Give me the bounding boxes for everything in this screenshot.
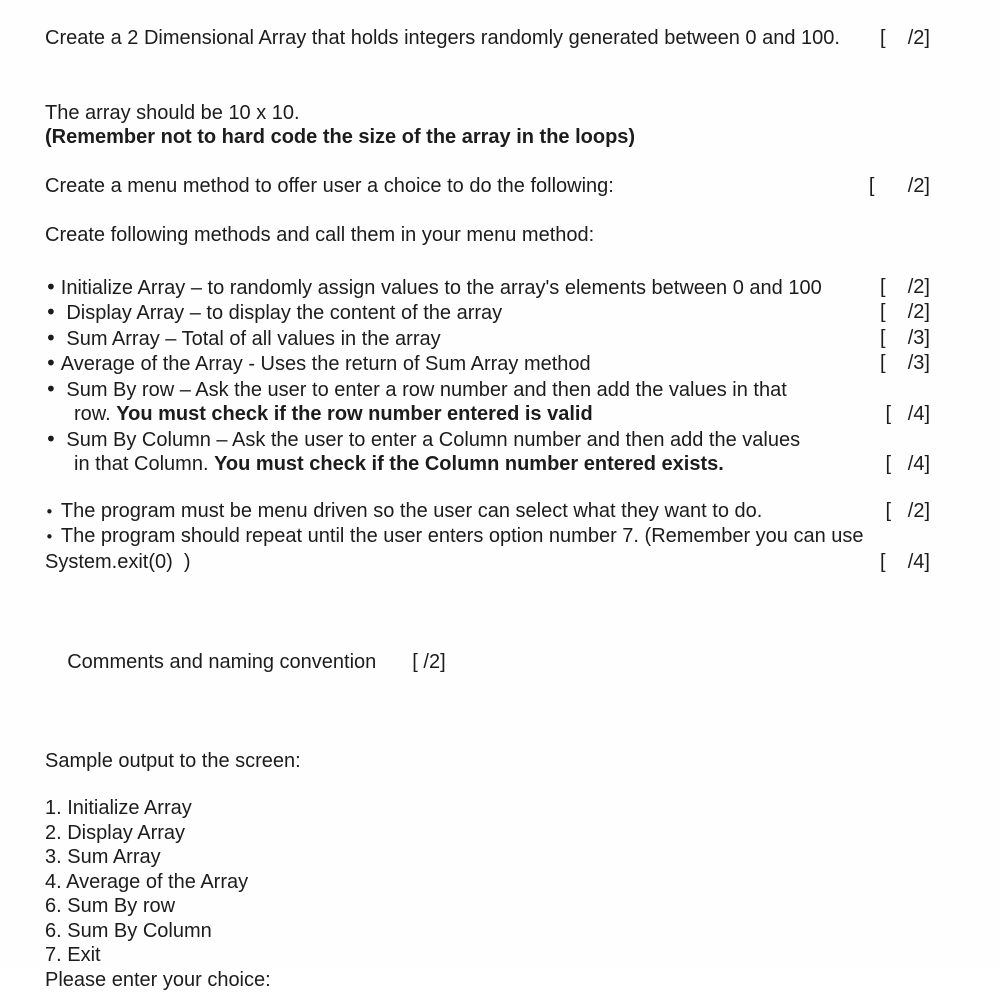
score-mark: [ /3] [880, 326, 930, 352]
note-system-exit [45, 550, 930, 575]
comments-convention-line [45, 625, 930, 699]
note-text: The program should repeat until the user enters option number 7. (Remember you can use [61, 525, 864, 547]
menu-line-exit: 7. Exit [45, 943, 930, 968]
bullet-icon: • [45, 275, 57, 299]
system-exit-text: System.exit(0) ) [45, 550, 191, 575]
bullet-icon: • [45, 377, 57, 401]
bullet-text: Sum Array – Total of all values in the array [61, 328, 441, 350]
method-bullet-list [45, 275, 930, 477]
bullet-icon: • [45, 528, 54, 546]
bullet-icon: • [45, 300, 57, 324]
score-mark: [ /2] [880, 275, 930, 301]
bullet-icon: • [45, 427, 57, 451]
bullet-item-sum-by-row [45, 377, 930, 403]
bullet-item-sum-by-column-continuation [45, 452, 930, 477]
menu-line-average: 4. Average of the Array [45, 870, 930, 895]
note-repeat [45, 524, 930, 550]
comments-convention-text: Comments and naming convention [67, 651, 376, 673]
score-mark: [ /2] [869, 174, 930, 199]
score-mark: [ /2] [412, 651, 445, 673]
menu-line-sum-by-column: 6. Sum By Column [45, 919, 930, 944]
bullet-item-initialize-array [45, 275, 930, 301]
note-text: The program must be menu driven so the user can select what they want to do. [61, 500, 762, 522]
task-create-array-text: Create a 2 Dimensional Array that holds integers randomly generated between 0 and 100. [45, 26, 840, 51]
task-create-array-line [45, 26, 930, 51]
task-menu-method-text: Create a menu method to offer user a choice to do the following: [45, 174, 614, 199]
score-mark: [ /3] [880, 351, 930, 377]
note-menu-driven [45, 499, 930, 525]
continuation-text: in that Column. [74, 453, 214, 475]
bullet-item-average-array [45, 351, 930, 377]
program-notes-section [45, 499, 930, 575]
methods-intro-text: Create following methods and call them in your menu method: [45, 223, 930, 248]
array-size-warning: (Remember not to hard code the size of the array in the loops) [45, 125, 930, 150]
bullet-item-display-array [45, 300, 930, 326]
array-size-text: The array should be 10 x 10. [45, 101, 930, 126]
score-mark: [ /4] [886, 402, 930, 427]
sample-output-title: Sample output to the screen: [45, 749, 930, 774]
score-mark: [ /4] [880, 550, 930, 575]
array-size-section [45, 101, 930, 150]
bullet-text: Average of the Array - Uses the return of Sum Array method [61, 353, 591, 375]
bullet-text: Initialize Array – to randomly assign values to the array's elements between 0 and 100 [61, 277, 822, 299]
bullet-text: Sum By row – Ask the user to enter a row number and then add the values in that [61, 379, 787, 401]
menu-line-display: 2. Display Array [45, 821, 930, 846]
bullet-icon: • [45, 351, 57, 375]
score-mark: [ /2] [886, 499, 930, 525]
menu-line-enter-choice: Please enter your choice: [45, 968, 930, 992]
continuation-text: row. [74, 403, 116, 425]
bullet-item-sum-by-column [45, 427, 930, 453]
sample-console-menu [45, 796, 930, 992]
bullet-text: Display Array – to display the content of the array [61, 302, 502, 324]
bullet-icon: • [45, 503, 54, 521]
score-mark: [ /4] [886, 452, 930, 477]
bullet-item-sum-array [45, 326, 930, 352]
bullet-text: Sum By Column – Ask the user to enter a Column number and then add the values [61, 429, 800, 451]
menu-line-initialize: 1. Initialize Array [45, 796, 930, 821]
score-mark: [ /2] [880, 26, 930, 51]
bullet-icon: • [45, 326, 57, 350]
validity-warning-text: You must check if the row number entered is valid [116, 403, 592, 425]
menu-line-sum-by-row: 6. Sum By row [45, 894, 930, 919]
menu-line-sum: 3. Sum Array [45, 845, 930, 870]
bullet-item-sum-by-row-continuation [45, 402, 930, 427]
score-mark: [ /2] [880, 300, 930, 326]
validity-warning-text: You must check if the Column number entered exists. [214, 453, 724, 475]
task-menu-method-line [45, 174, 930, 199]
